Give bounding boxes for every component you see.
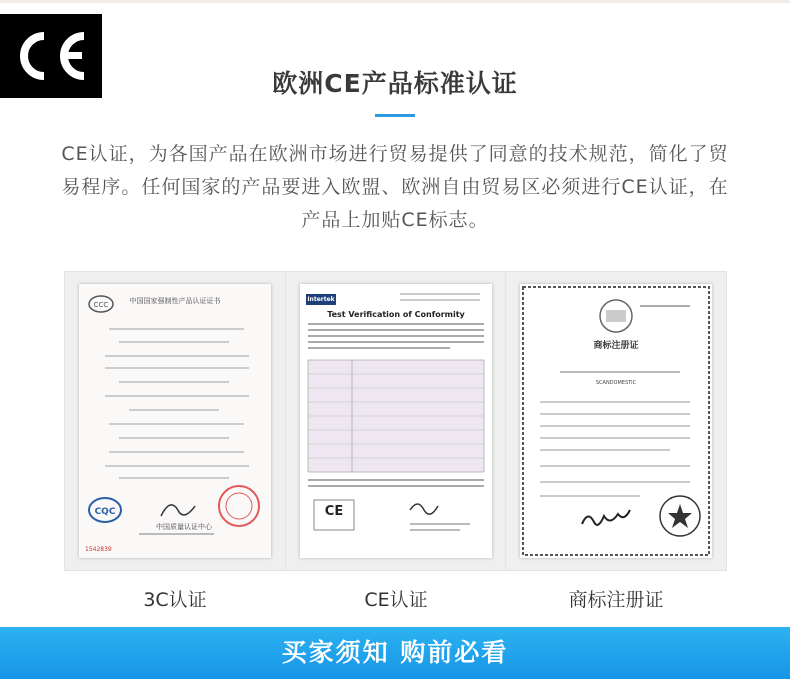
cert-trademark-brand: SCANDOMESTIC (595, 380, 637, 386)
buyer-notice-banner[interactable]: 买家须知 购前必看 (0, 627, 790, 679)
cert-card-3c[interactable] (64, 271, 286, 571)
cert-caption-3c: 3C认证 (143, 589, 207, 611)
cert-3c-title: 中国国家强制性产品认证证书 (129, 297, 221, 305)
cert-card-trademark[interactable] (505, 271, 727, 571)
cert-ce-brand: Intertek (307, 296, 335, 303)
cert-ce-document (300, 284, 492, 558)
cert-3c-document (79, 284, 271, 558)
svg-text:CQC: CQC (94, 507, 116, 517)
svg-text:CCC: CCC (93, 301, 109, 309)
cert-3c-issuer: 中国质量认证中心 (156, 523, 212, 531)
cert-ce-mark: CE (324, 504, 344, 519)
cert-ce-title: Test Verification of Conformity (327, 310, 465, 319)
title-underline (375, 114, 415, 117)
cert-card-ce[interactable] (285, 271, 507, 571)
cert-trademark-document (520, 284, 712, 558)
page-title (0, 64, 790, 100)
headline-suffix: 产品标准认证 (361, 69, 518, 98)
headline-ce: CE (324, 69, 362, 98)
headline-prefix: 欧洲 (272, 69, 325, 98)
top-strip (0, 0, 790, 3)
cert-caption-ce: CE认证 (364, 589, 428, 611)
cert-3c-serial: 1542839 (85, 546, 112, 553)
intro-paragraph: CE认证，为各国产品在欧洲市场进行贸易提供了同意的技术规范，简化了贸易程序。任何国家的产品要进入欧盟、欧洲自由贸易区必须进行CE认证，在产品上加贴CE标志。 (61, 143, 729, 231)
cert-trademark-title: 商标注册证 (593, 341, 639, 351)
cert-caption-trademark: 商标注册证 (568, 589, 664, 611)
